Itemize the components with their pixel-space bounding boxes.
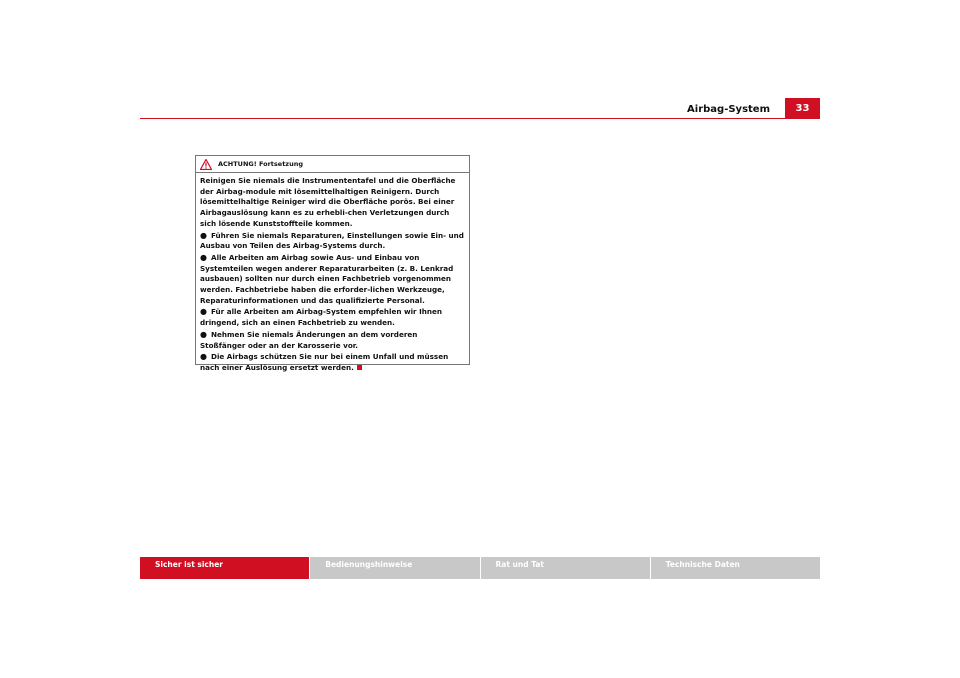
warning-bullet: ● Nehmen Sie niemals Änderungen an dem vorderen Stoßfänger oder an der Karosserie vor. (200, 329, 418, 350)
tab-technische-daten[interactable]: Technische Daten (651, 557, 820, 579)
warning-box (195, 155, 470, 372)
tab-sicher-ist-sicher[interactable]: Sicher ist sicher (140, 557, 309, 579)
warning-bullet: ● Alle Arbeiten am Airbag sowie Aus- und Einbau von Systemteilen wegen anderer Reparaturarbeiten (z. B. Lenkrad ausbauen) sollten nur durch einen Fachbetrieb vorgenommen werden. Fachbetriebe haben die erforder-lichen Werkzeuge, Reparaturinformationen und das qualifizierte Personal. (200, 252, 454, 305)
footer-navigation (140, 557, 820, 579)
warning-bullet: ● Die Airbags schützen Sie nur bei einem Unfall und müssen nach einer Auslösung ersetzt werden. (200, 352, 449, 372)
warning-triangle-icon (200, 159, 212, 170)
header-divider (140, 118, 820, 119)
warning-bullet: ● Für alle Arbeiten am Airbag-System empfehlen wir Ihnen dringend, sich an einen Fachbetrieb zu wenden. (200, 307, 443, 328)
tab-rat-und-tat[interactable]: Rat und Tat (481, 557, 650, 579)
warning-header (196, 156, 469, 173)
warning-bullet: ● Führen Sie niemals Reparaturen, Einstellungen sowie Ein- und Ausbau von Teilen des Airbag-Systems durch. (200, 230, 464, 251)
page-number: 33 (785, 98, 820, 119)
bullet-icon: ● (200, 352, 207, 362)
page-title: Airbag-System (687, 104, 770, 115)
tab-bedienungshinweise[interactable]: Bedienungshinweise (310, 557, 479, 579)
bullet-icon: ● (200, 230, 207, 240)
end-of-section-icon (357, 365, 362, 370)
warning-heading: ACHTUNG! Fortsetzung (218, 160, 303, 168)
warning-intro: Reinigen Sie niemals die Instrumententafel und die Oberfläche der Airbag-module mit lösemittelhaltigen Reinigern. Durch lösemittelhaltige Reiniger wird die Oberfläche porös. Bei einer Airbagauslösung kann es zu erhebli-chen Verletzungen durch sich lösende Kunststoffteile kommen. (200, 176, 456, 228)
bullet-icon: ● (200, 307, 207, 317)
warning-body (196, 173, 469, 374)
bullet-icon: ● (200, 252, 207, 262)
bullet-icon: ● (200, 329, 207, 339)
